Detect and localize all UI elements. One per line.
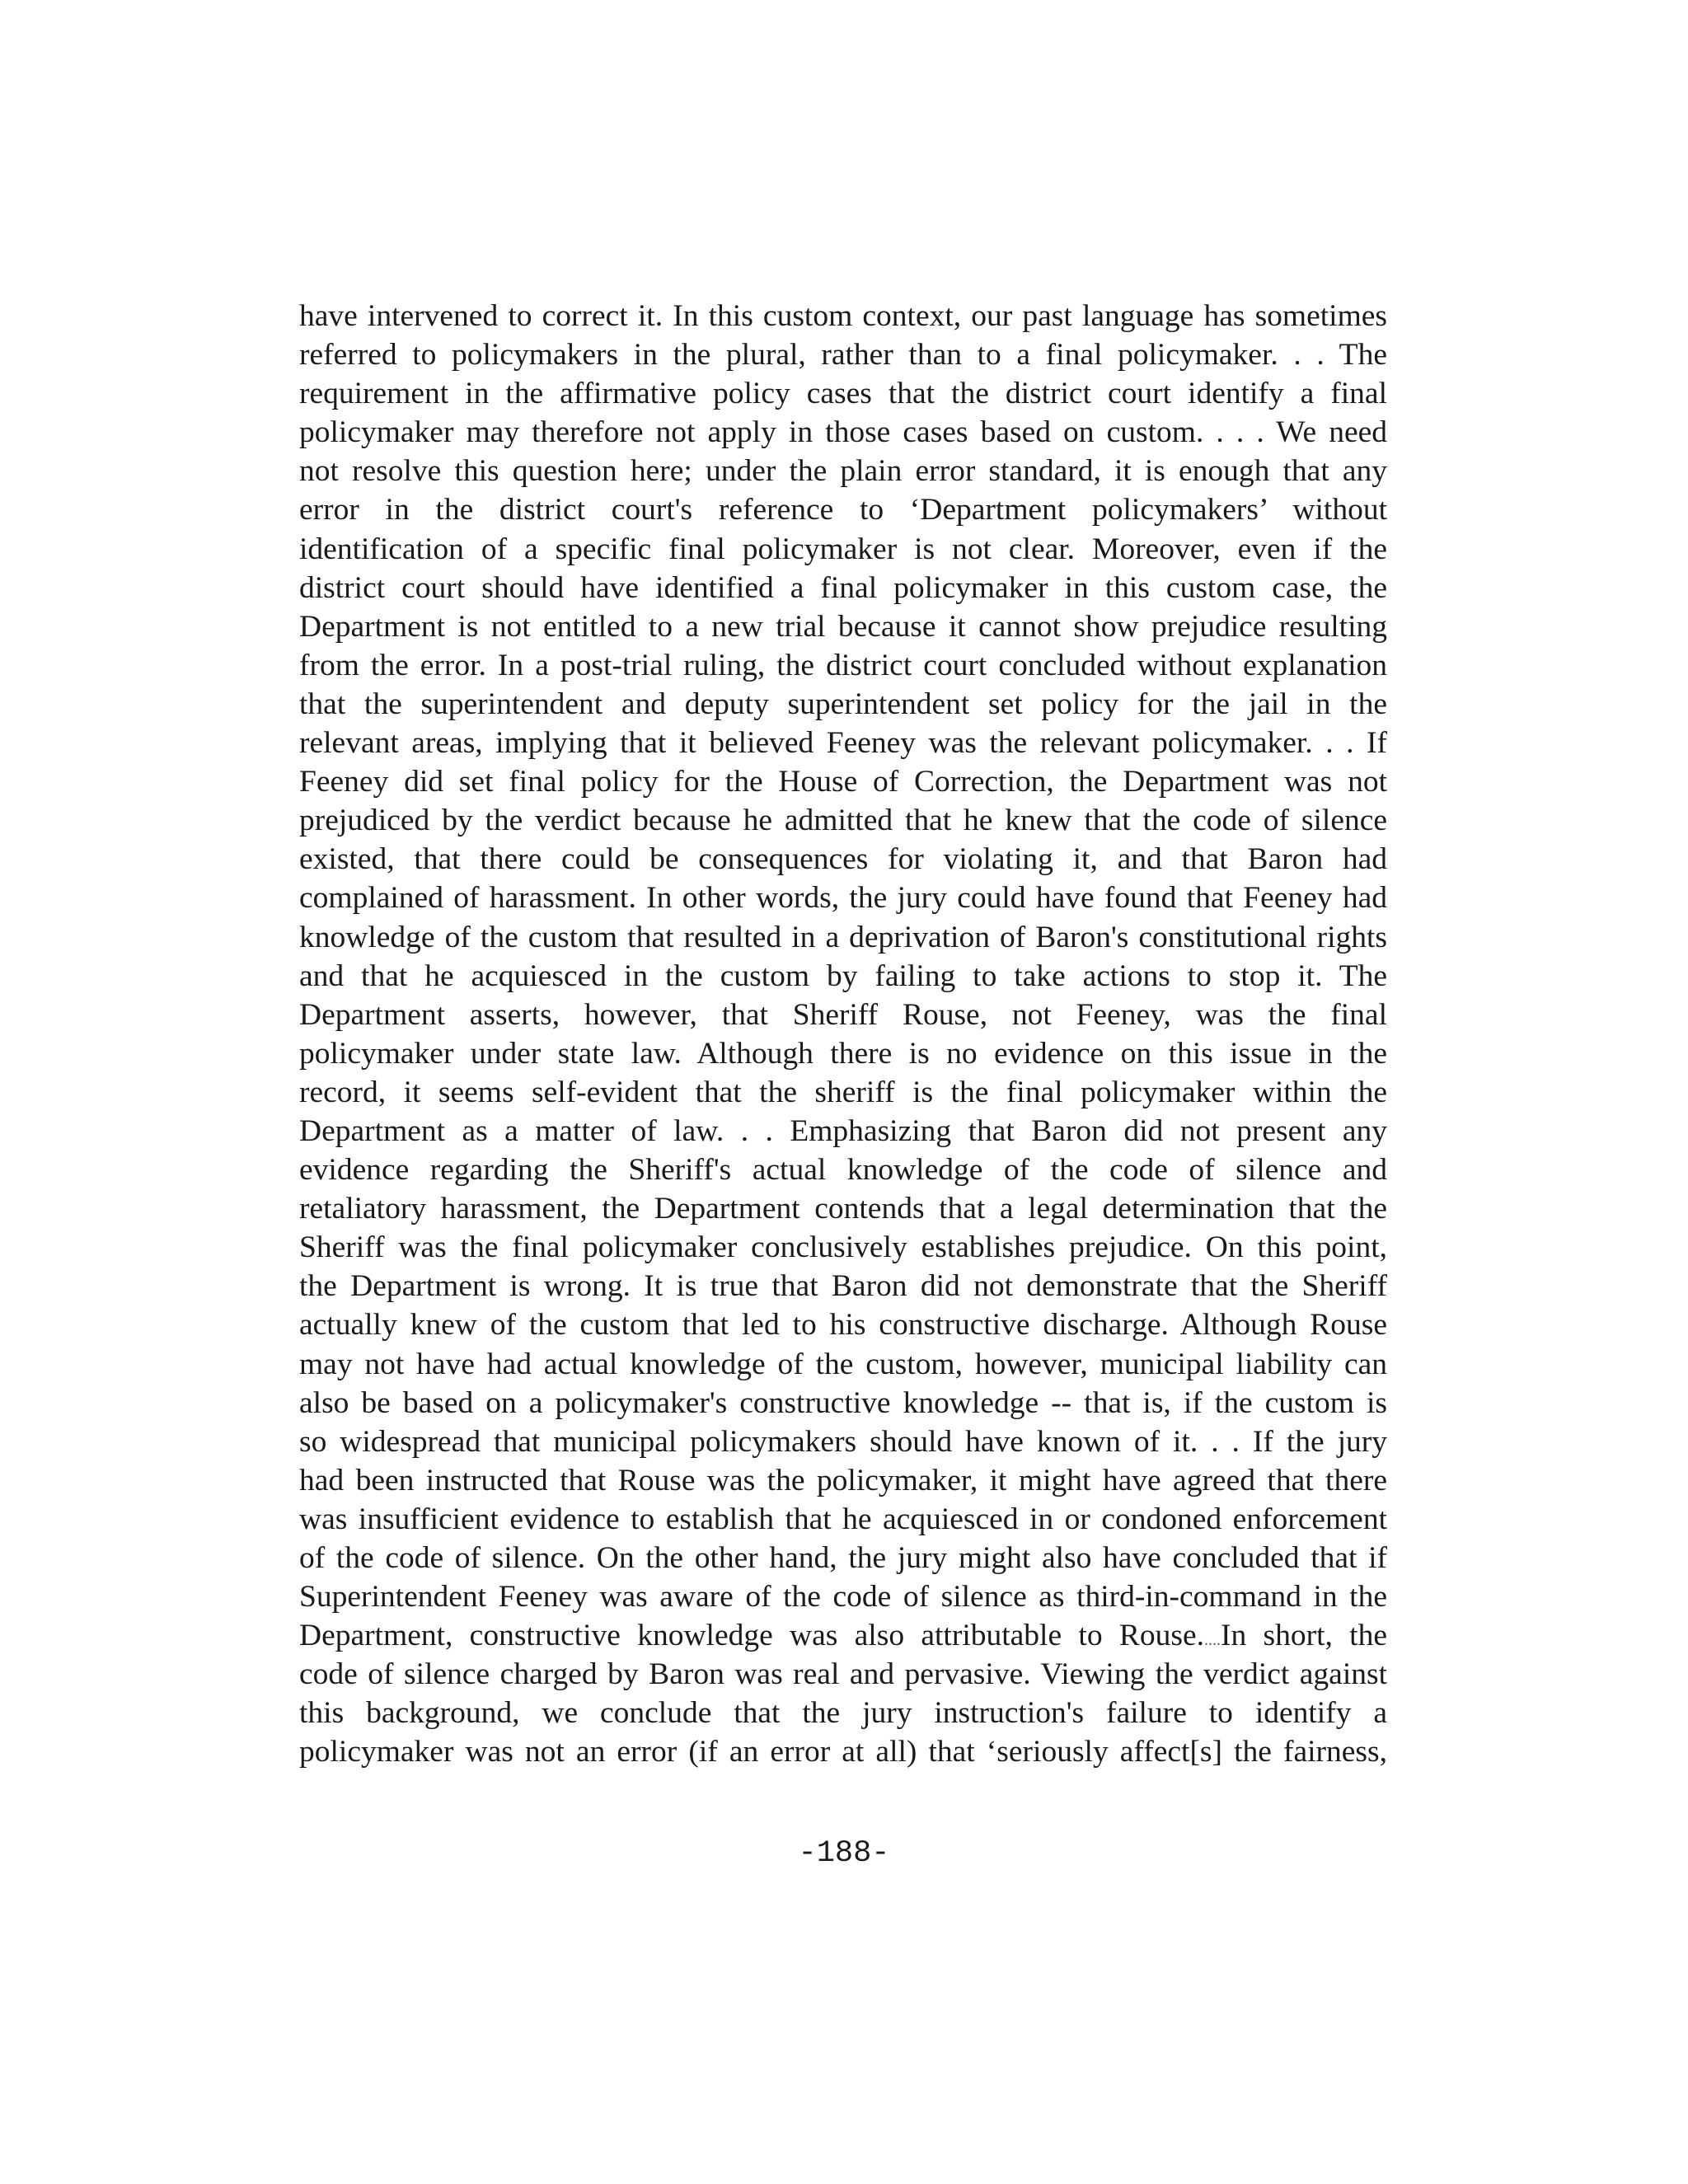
text-line: Superintendent Feeney was aware of the code of silence as third-in-command in the	[299, 1580, 1387, 1615]
text-line: knowledge of the custom that resulted in a deprivation of Baron's constitutional rights	[299, 920, 1387, 954]
page-number: -188-	[798, 1836, 890, 1871]
text-line: complained of harassment. In other words, the jury could have found that Feeney had	[299, 881, 1387, 916]
text-line: relevant areas, implying that it believed Feeney was the relevant policymaker. . . If	[299, 726, 1387, 761]
text-line: district court should have identified a final policymaker in this custom case, the	[299, 570, 1387, 605]
text-line: was insufficient evidence to establish that he acquiesced in or condoned enforcement	[299, 1502, 1387, 1536]
text-line: existed, that there could be consequences for violating it, and that Baron had	[299, 842, 1387, 877]
text-line: Department as a matter of law. . . Emphasizing that Baron did not present any	[299, 1113, 1387, 1148]
text-line: policymaker may therefore not apply in those cases based on custom. . . . We need	[299, 415, 1387, 450]
text-line-with-ellipsis	[299, 1616, 1387, 1655]
text-line: evidence regarding the Sheriff's actual knowledge of the code of silence and	[299, 1153, 1387, 1188]
text-line: this background, we conclude that the jury instruction's failure to identify a	[299, 1696, 1387, 1731]
text-line: Department asserts, however, that Sheriff Rouse, not Feeney, was the final	[299, 997, 1387, 1032]
text-fragment: In short, the	[1220, 1619, 1387, 1653]
text-line: error in the district court's reference to ‘Department policymakers’ without	[299, 493, 1387, 527]
text-line: from the error. In a post-trial ruling, the district court concluded without explanation	[299, 648, 1387, 682]
text-line: the Department is wrong. It is true that Baron did not demonstrate that the Sheriff	[299, 1269, 1387, 1304]
text-line: actually knew of the custom that led to his constructive discharge. Although Rouse	[299, 1308, 1387, 1343]
text-line: Department is not entitled to a new trial because it cannot show prejudice resulting	[299, 609, 1387, 644]
body-paragraph	[299, 297, 1387, 1772]
text-line: that the superintendent and deputy superintendent set policy for the jail in the	[299, 687, 1387, 721]
text-line: referred to policymakers in the plural, rather than to a final policymaker. . . The	[299, 338, 1387, 373]
text-line: retaliatory harassment, the Department contends that a legal determination that the	[299, 1192, 1387, 1226]
text-line: not resolve this question here; under the plain error standard, it is enough that any	[299, 454, 1387, 489]
text-line: identification of a specific final policymaker is not clear. Moreover, even if the	[299, 532, 1387, 566]
text-line: policymaker under state law. Although there is no evidence on this issue in the	[299, 1036, 1387, 1071]
text-line: Feeney did set final policy for the House of Correction, the Department was not	[299, 765, 1387, 799]
text-line: requirement in the affirmative policy cases that the district court identify a final	[299, 377, 1387, 411]
text-fragment: Department, constructive knowledge was also attributable to Rouse.	[299, 1619, 1204, 1653]
text-line: and that he acquiesced in the custom by failing to take actions to stop it. The	[299, 958, 1387, 993]
text-line: Sheriff was the final policymaker conclusively establishes prejudice. On this point,	[299, 1230, 1387, 1265]
small-ellipsis: ....	[1203, 1631, 1221, 1650]
text-line: of the code of silence. On the other hand, the jury might also have concluded that if	[299, 1541, 1387, 1575]
text-line: record, it seems self-evident that the sheriff is the final policymaker within the	[299, 1075, 1387, 1109]
text-line: prejudiced by the verdict because he admitted that he knew that the code of silence	[299, 804, 1387, 838]
text-line: code of silence charged by Baron was real and pervasive. Viewing the verdict against	[299, 1657, 1387, 1692]
text-line: had been instructed that Rouse was the policymaker, it might have agreed that there	[299, 1463, 1387, 1497]
text-line: policymaker was not an error (if an error at all) that ‘seriously affect[s] the fairness,	[299, 1735, 1387, 1769]
text-line: have intervened to correct it. In this custom context, our past language has sometimes	[299, 299, 1387, 333]
text-line: may not have had actual knowledge of the custom, however, municipal liability can	[299, 1347, 1387, 1381]
text-line: also be based on a policymaker's constructive knowledge -- that is, if the custom is	[299, 1385, 1387, 1420]
text-line: so widespread that municipal policymakers should have known of it. . . If the jury	[299, 1424, 1387, 1459]
